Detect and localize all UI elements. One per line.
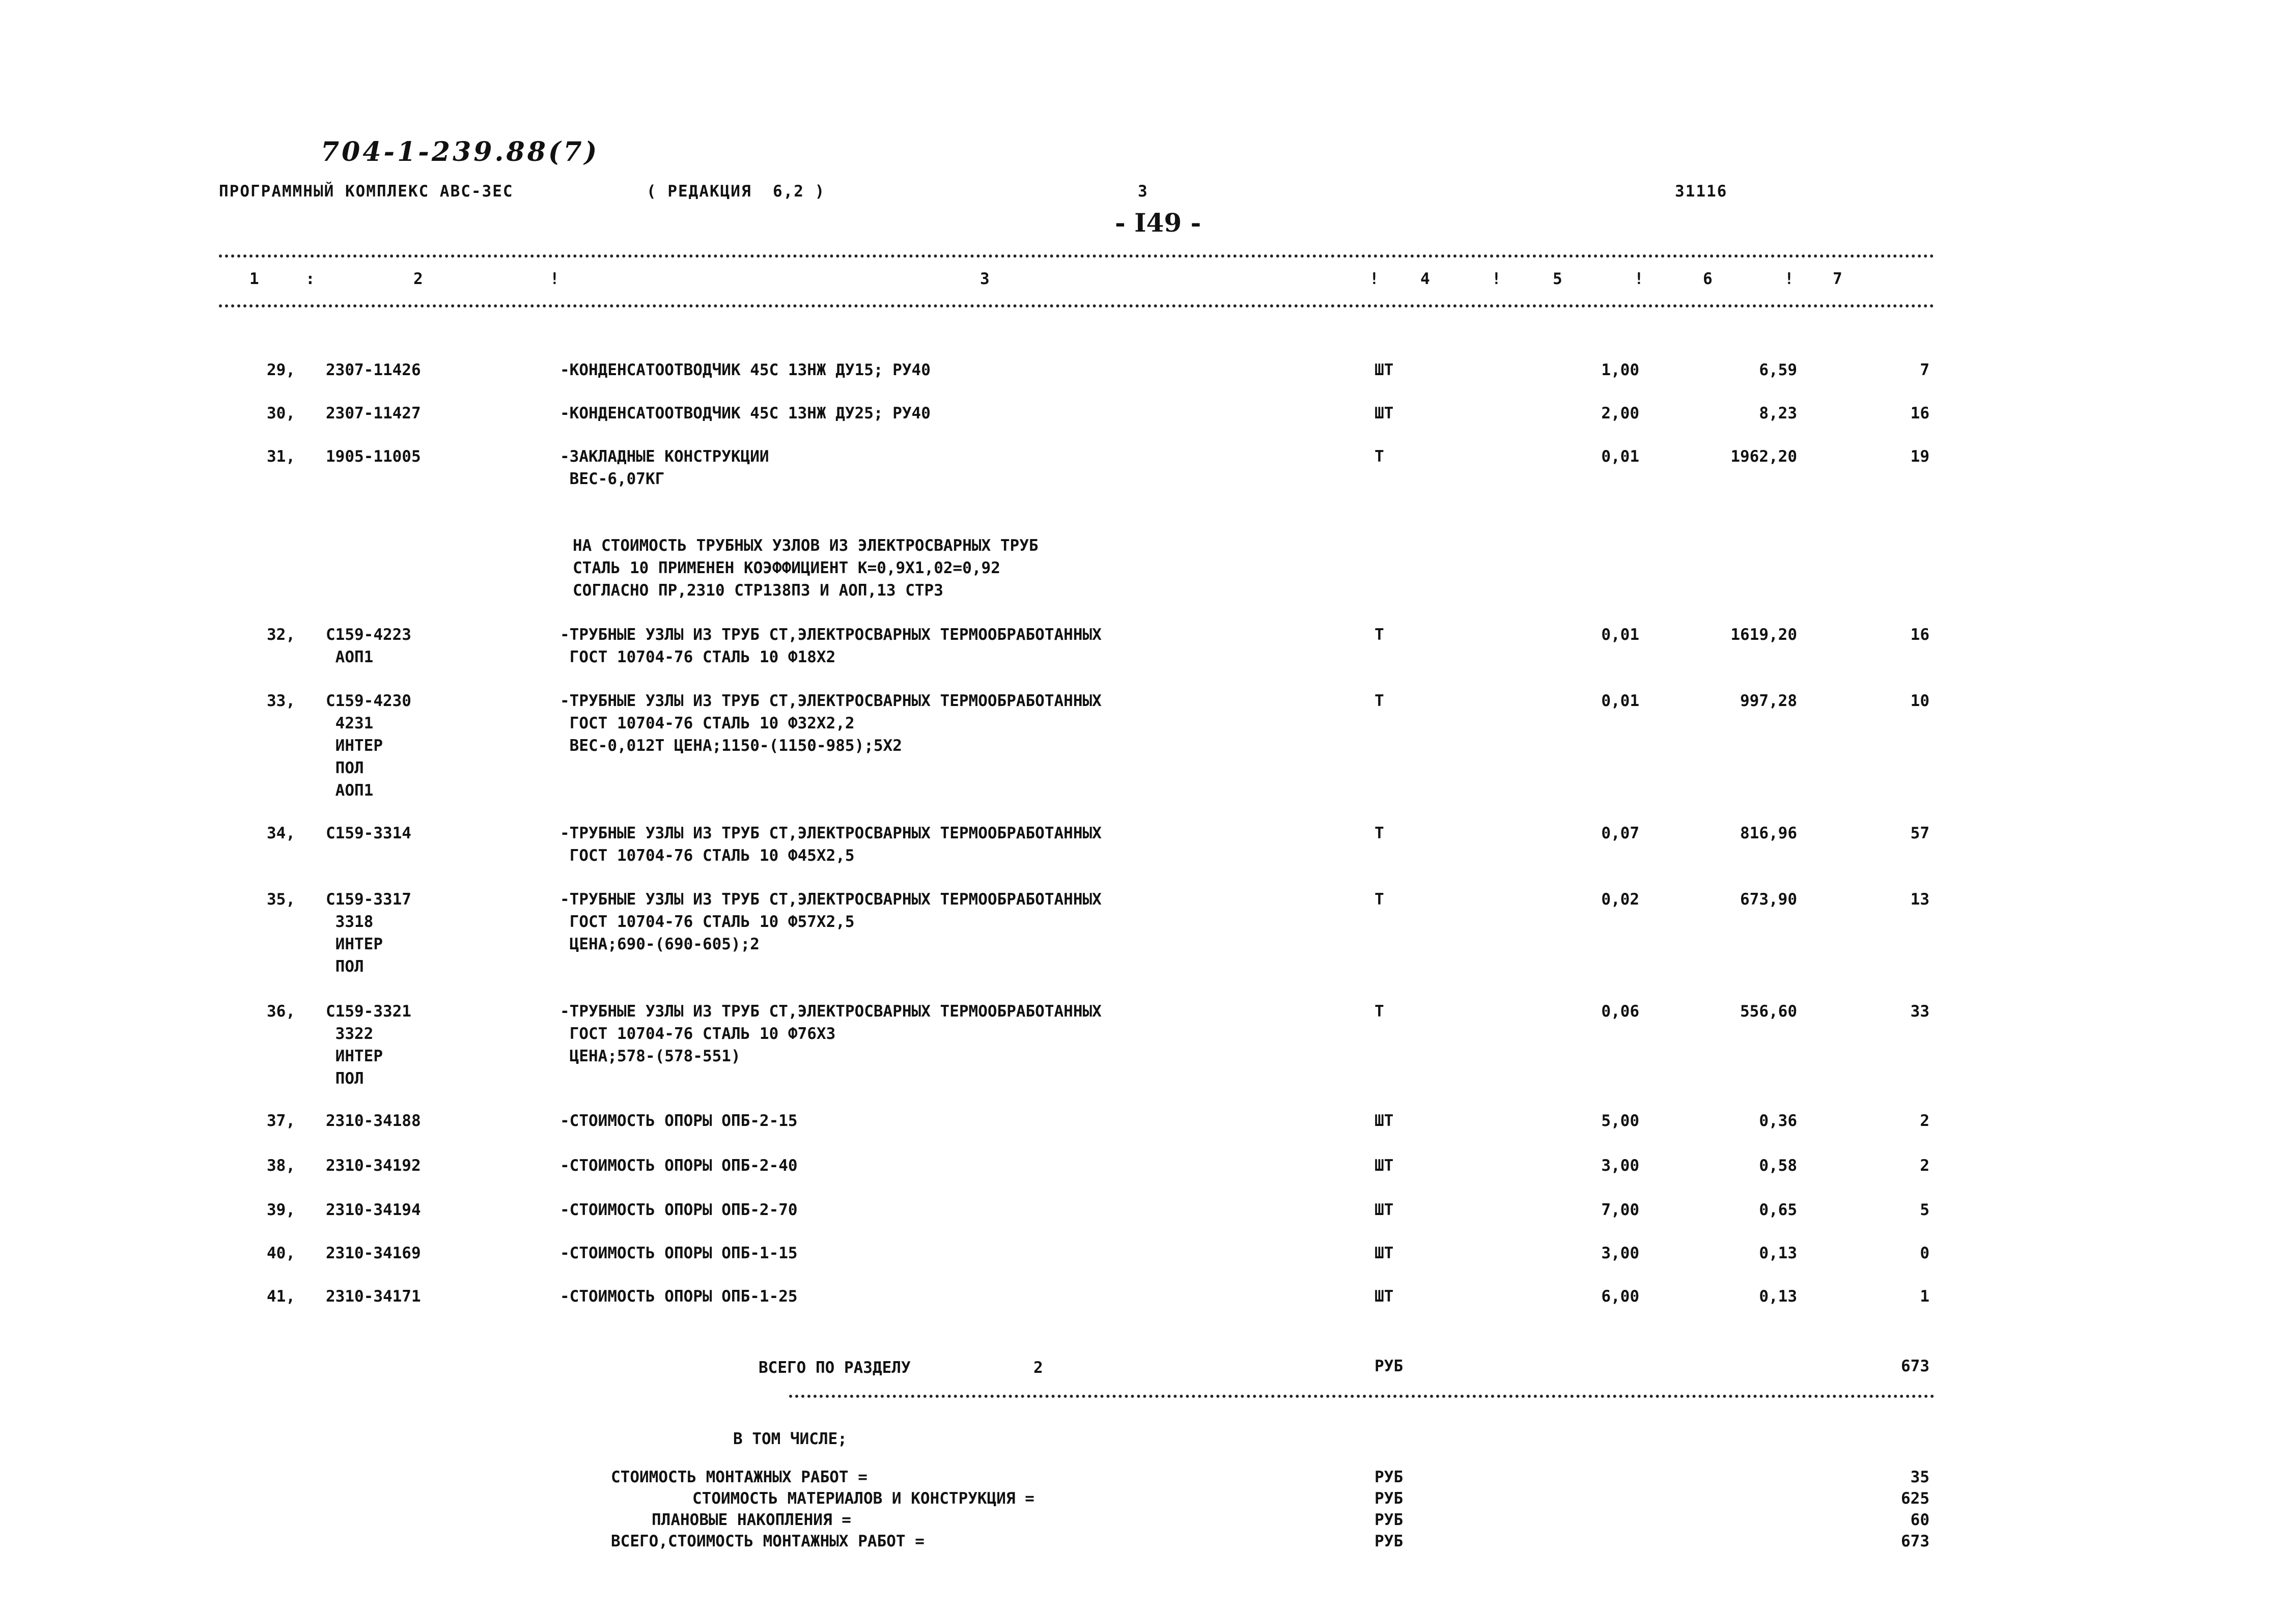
unit-price: 1619,20 [1730, 626, 1797, 644]
column-separator: ! [1634, 270, 1644, 288]
column-separator: ! [550, 270, 559, 288]
column-1-header: 1 [249, 270, 259, 288]
item-description: -ЗАКЛАДНЫЕ КОНСТРУКЦИИ [560, 447, 769, 466]
unit-price: 6,59 [1759, 361, 1797, 379]
price-code: 2310-34171 [326, 1287, 421, 1306]
coefficient-note-line: СОГЛАСНО ПР,2310 СТР138П3 И АОП,13 СТР3 [573, 581, 943, 600]
column-separator: ! [1784, 270, 1794, 288]
column-6-header: 6 [1703, 270, 1713, 288]
section-total-rule [789, 1395, 1935, 1398]
row-number: 31, [267, 447, 295, 466]
price-code: ИНТЕР [326, 935, 383, 953]
breakdown-value: 625 [1901, 1489, 1929, 1508]
quantity: 0,02 [1601, 890, 1639, 909]
row-number: 40, [267, 1244, 295, 1262]
line-total: 16 [1910, 404, 1929, 422]
breakdown-label: СТОИМОСТЬ МАТЕРИАЛОВ И КОНСТРУКЦИЯ = [692, 1489, 1034, 1508]
breakdown-label: ВСЕГО,СТОИМОСТЬ МОНТАЖНЫХ РАБОТ = [611, 1532, 925, 1550]
unit-price: 556,60 [1740, 1002, 1797, 1021]
program-name: ПРОГРАММНЫЙ КОМПЛЕКС АВС-ЗЕС [219, 182, 514, 201]
quantity: 1,00 [1601, 361, 1639, 379]
row-number: 29, [267, 361, 295, 379]
section-total-number: 2 [1033, 1359, 1043, 1377]
price-code: ПОЛ [326, 759, 364, 777]
row-number: 35, [267, 890, 295, 909]
item-description: ВЕС-0,012Т ЦЕНА;1150-(1150-985);5Х2 [560, 737, 902, 755]
column-4-header: 4 [1420, 270, 1430, 288]
including-label: В ТОМ ЧИСЛЕ; [733, 1430, 847, 1448]
price-code: С159-3314 [326, 824, 411, 842]
line-total: 10 [1910, 692, 1929, 710]
page-number: - I49 - [1115, 208, 1201, 238]
row-number: 39, [267, 1201, 295, 1219]
program-edition: ( РЕДАКЦИЯ 6,2 ) [647, 182, 826, 201]
unit-price: 0,13 [1759, 1287, 1797, 1306]
line-total: 19 [1910, 447, 1929, 466]
breakdown-unit: РУБ [1375, 1511, 1403, 1529]
item-description: -СТОИМОСТЬ ОПОРЫ ОПБ-2-70 [560, 1201, 798, 1219]
item-description: -ТРУБНЫЕ УЗЛЫ ИЗ ТРУБ СТ,ЭЛЕКТРОСВАРНЫХ ТЕРМООБРАБОТАННЫХ [560, 692, 1102, 710]
unit-price: 0,65 [1759, 1201, 1797, 1219]
breakdown-value: 60 [1910, 1511, 1929, 1529]
item-description: ГОСТ 10704-76 СТАЛЬ 10 Ф57Х2,5 [560, 913, 855, 931]
breakdown-value: 35 [1910, 1468, 1929, 1486]
section-total-label: ВСЕГО ПО РАЗДЕЛУ [759, 1359, 911, 1377]
price-code: 3318 [326, 913, 374, 931]
sheet-number: 3 [1138, 182, 1149, 201]
unit-of-measure: ШТ [1375, 1112, 1394, 1130]
item-description: -ТРУБНЫЕ УЗЛЫ ИЗ ТРУБ СТ,ЭЛЕКТРОСВАРНЫХ ТЕРМООБРАБОТАННЫХ [560, 824, 1102, 842]
unit-price: 1962,20 [1730, 447, 1797, 466]
unit-price: 0,58 [1759, 1156, 1797, 1175]
row-number: 37, [267, 1112, 295, 1130]
quantity: 0,06 [1601, 1002, 1639, 1021]
price-code: 1905-11005 [326, 447, 421, 466]
item-description: -КОНДЕНСАТООТВОДЧИК 45С 13НЖ ДУ15; РУ40 [560, 361, 931, 379]
line-total: 57 [1910, 824, 1929, 842]
quantity: 7,00 [1601, 1201, 1639, 1219]
quantity: 0,01 [1601, 447, 1639, 466]
unit-of-measure: ШТ [1375, 1201, 1394, 1219]
column-3-header: 3 [980, 270, 990, 288]
row-number: 38, [267, 1156, 295, 1175]
price-code: С159-3317 [326, 890, 411, 909]
row-number: 32, [267, 626, 295, 644]
row-number: 34, [267, 824, 295, 842]
unit-of-measure: ШТ [1375, 361, 1394, 379]
item-description: -СТОИМОСТЬ ОПОРЫ ОПБ-2-15 [560, 1112, 798, 1130]
unit-of-measure: ШТ [1375, 1244, 1394, 1262]
line-total: 16 [1910, 626, 1929, 644]
price-code: 2307-11426 [326, 361, 421, 379]
line-total: 2 [1920, 1112, 1929, 1130]
unit-of-measure: Т [1375, 1002, 1384, 1021]
column-5-header: 5 [1553, 270, 1562, 288]
price-code: 2310-34194 [326, 1201, 421, 1219]
quantity: 3,00 [1601, 1156, 1639, 1175]
section-total-value: 673 [1901, 1357, 1929, 1375]
unit-of-measure: Т [1375, 890, 1384, 909]
price-code: АОП1 [326, 648, 374, 666]
item-description: -СТОИМОСТЬ ОПОРЫ ОПБ-1-25 [560, 1287, 798, 1306]
row-number: 36, [267, 1002, 295, 1021]
quantity: 0,07 [1601, 824, 1639, 842]
line-total: 1 [1920, 1287, 1929, 1306]
price-code: ПОЛ [326, 1069, 364, 1088]
item-description: -ТРУБНЫЕ УЗЛЫ ИЗ ТРУБ СТ,ЭЛЕКТРОСВАРНЫХ ТЕРМООБРАБОТАННЫХ [560, 890, 1102, 909]
unit-of-measure: Т [1375, 447, 1384, 466]
price-code: 2310-34192 [326, 1156, 421, 1175]
quantity: 0,01 [1601, 692, 1639, 710]
column-separator: ! [1492, 270, 1501, 288]
line-total: 0 [1920, 1244, 1929, 1262]
unit-of-measure: ШТ [1375, 404, 1394, 422]
price-code: АОП1 [326, 781, 374, 800]
item-description: ГОСТ 10704-76 СТАЛЬ 10 Ф32Х2,2 [560, 714, 855, 732]
price-code: С159-3321 [326, 1002, 411, 1021]
price-code: 3322 [326, 1025, 374, 1043]
quantity: 2,00 [1601, 404, 1639, 422]
quantity: 0,01 [1601, 626, 1639, 644]
unit-of-measure: Т [1375, 626, 1384, 644]
breakdown-unit: РУБ [1375, 1468, 1403, 1486]
row-number: 30, [267, 404, 295, 422]
quantity: 6,00 [1601, 1287, 1639, 1306]
unit-price: 0,13 [1759, 1244, 1797, 1262]
item-description: ЦЕНА;578-(578-551) [560, 1047, 741, 1065]
column-2-header: 2 [413, 270, 423, 288]
item-description: -ТРУБНЫЕ УЗЛЫ ИЗ ТРУБ СТ,ЭЛЕКТРОСВАРНЫХ ТЕРМООБРАБОТАННЫХ [560, 626, 1102, 644]
document-id: 31116 [1675, 182, 1728, 201]
section-total-unit: РУБ [1375, 1357, 1403, 1375]
row-number: 41, [267, 1287, 295, 1306]
price-code: ПОЛ [326, 957, 364, 976]
price-code: 4231 [326, 714, 374, 732]
unit-of-measure: Т [1375, 692, 1384, 710]
line-total: 5 [1920, 1201, 1929, 1219]
price-code: С159-4223 [326, 626, 411, 644]
item-description: ГОСТ 10704-76 СТАЛЬ 10 Ф45Х2,5 [560, 847, 855, 865]
breakdown-label: ПЛАНОВЫЕ НАКОПЛЕНИЯ = [652, 1511, 851, 1529]
price-code: 2310-34188 [326, 1112, 421, 1130]
item-description: -ТРУБНЫЕ УЗЛЫ ИЗ ТРУБ СТ,ЭЛЕКТРОСВАРНЫХ ТЕРМООБРАБОТАННЫХ [560, 1002, 1102, 1021]
breakdown-label: СТОИМОСТЬ МОНТАЖНЫХ РАБОТ = [611, 1468, 867, 1486]
breakdown-unit: РУБ [1375, 1532, 1403, 1550]
line-total: 7 [1920, 361, 1929, 379]
line-total: 33 [1910, 1002, 1929, 1021]
item-description: -КОНДЕНСАТООТВОДЧИК 45С 13НЖ ДУ25; РУ40 [560, 404, 931, 422]
price-code: 2310-34169 [326, 1244, 421, 1262]
quantity: 3,00 [1601, 1244, 1639, 1262]
item-description: ВЕС-6,07КГ [560, 470, 665, 488]
line-total: 2 [1920, 1156, 1929, 1175]
quantity: 5,00 [1601, 1112, 1639, 1130]
column-7-header: 7 [1833, 270, 1842, 288]
column-separator: ! [1369, 270, 1379, 288]
document-code: 704-1-239.88(7) [321, 136, 600, 167]
header-top-rule [219, 255, 1935, 258]
coefficient-note-line: СТАЛЬ 10 ПРИМЕНЕН КОЭФФИЦИЕНТ К=0,9Х1,02=0,92 [573, 559, 1000, 577]
unit-price: 816,96 [1740, 824, 1797, 842]
coefficient-note-line: НА СТОИМОСТЬ ТРУБНЫХ УЗЛОВ ИЗ ЭЛЕКТРОСВАРНЫХ ТРУБ [573, 537, 1039, 555]
unit-price: 0,36 [1759, 1112, 1797, 1130]
line-total: 13 [1910, 890, 1929, 909]
item-description: ГОСТ 10704-76 СТАЛЬ 10 Ф18Х2 [560, 648, 836, 666]
unit-price: 673,90 [1740, 890, 1797, 909]
item-description: ГОСТ 10704-76 СТАЛЬ 10 Ф76Х3 [560, 1025, 836, 1043]
item-description: ЦЕНА;690-(690-605);2 [560, 935, 760, 953]
row-number: 33, [267, 692, 295, 710]
unit-of-measure: ШТ [1375, 1156, 1394, 1175]
header-bottom-rule [219, 304, 1935, 307]
price-code: ИНТЕР [326, 737, 383, 755]
unit-of-measure: Т [1375, 824, 1384, 842]
breakdown-unit: РУБ [1375, 1489, 1403, 1508]
breakdown-value: 673 [1901, 1532, 1929, 1550]
unit-price: 8,23 [1759, 404, 1797, 422]
item-description: -СТОИМОСТЬ ОПОРЫ ОПБ-1-15 [560, 1244, 798, 1262]
unit-of-measure: ШТ [1375, 1287, 1394, 1306]
price-code: С159-4230 [326, 692, 411, 710]
unit-price: 997,28 [1740, 692, 1797, 710]
column-separator: : [305, 270, 315, 288]
price-code: 2307-11427 [326, 404, 421, 422]
item-description: -СТОИМОСТЬ ОПОРЫ ОПБ-2-40 [560, 1156, 798, 1175]
price-code: ИНТЕР [326, 1047, 383, 1065]
